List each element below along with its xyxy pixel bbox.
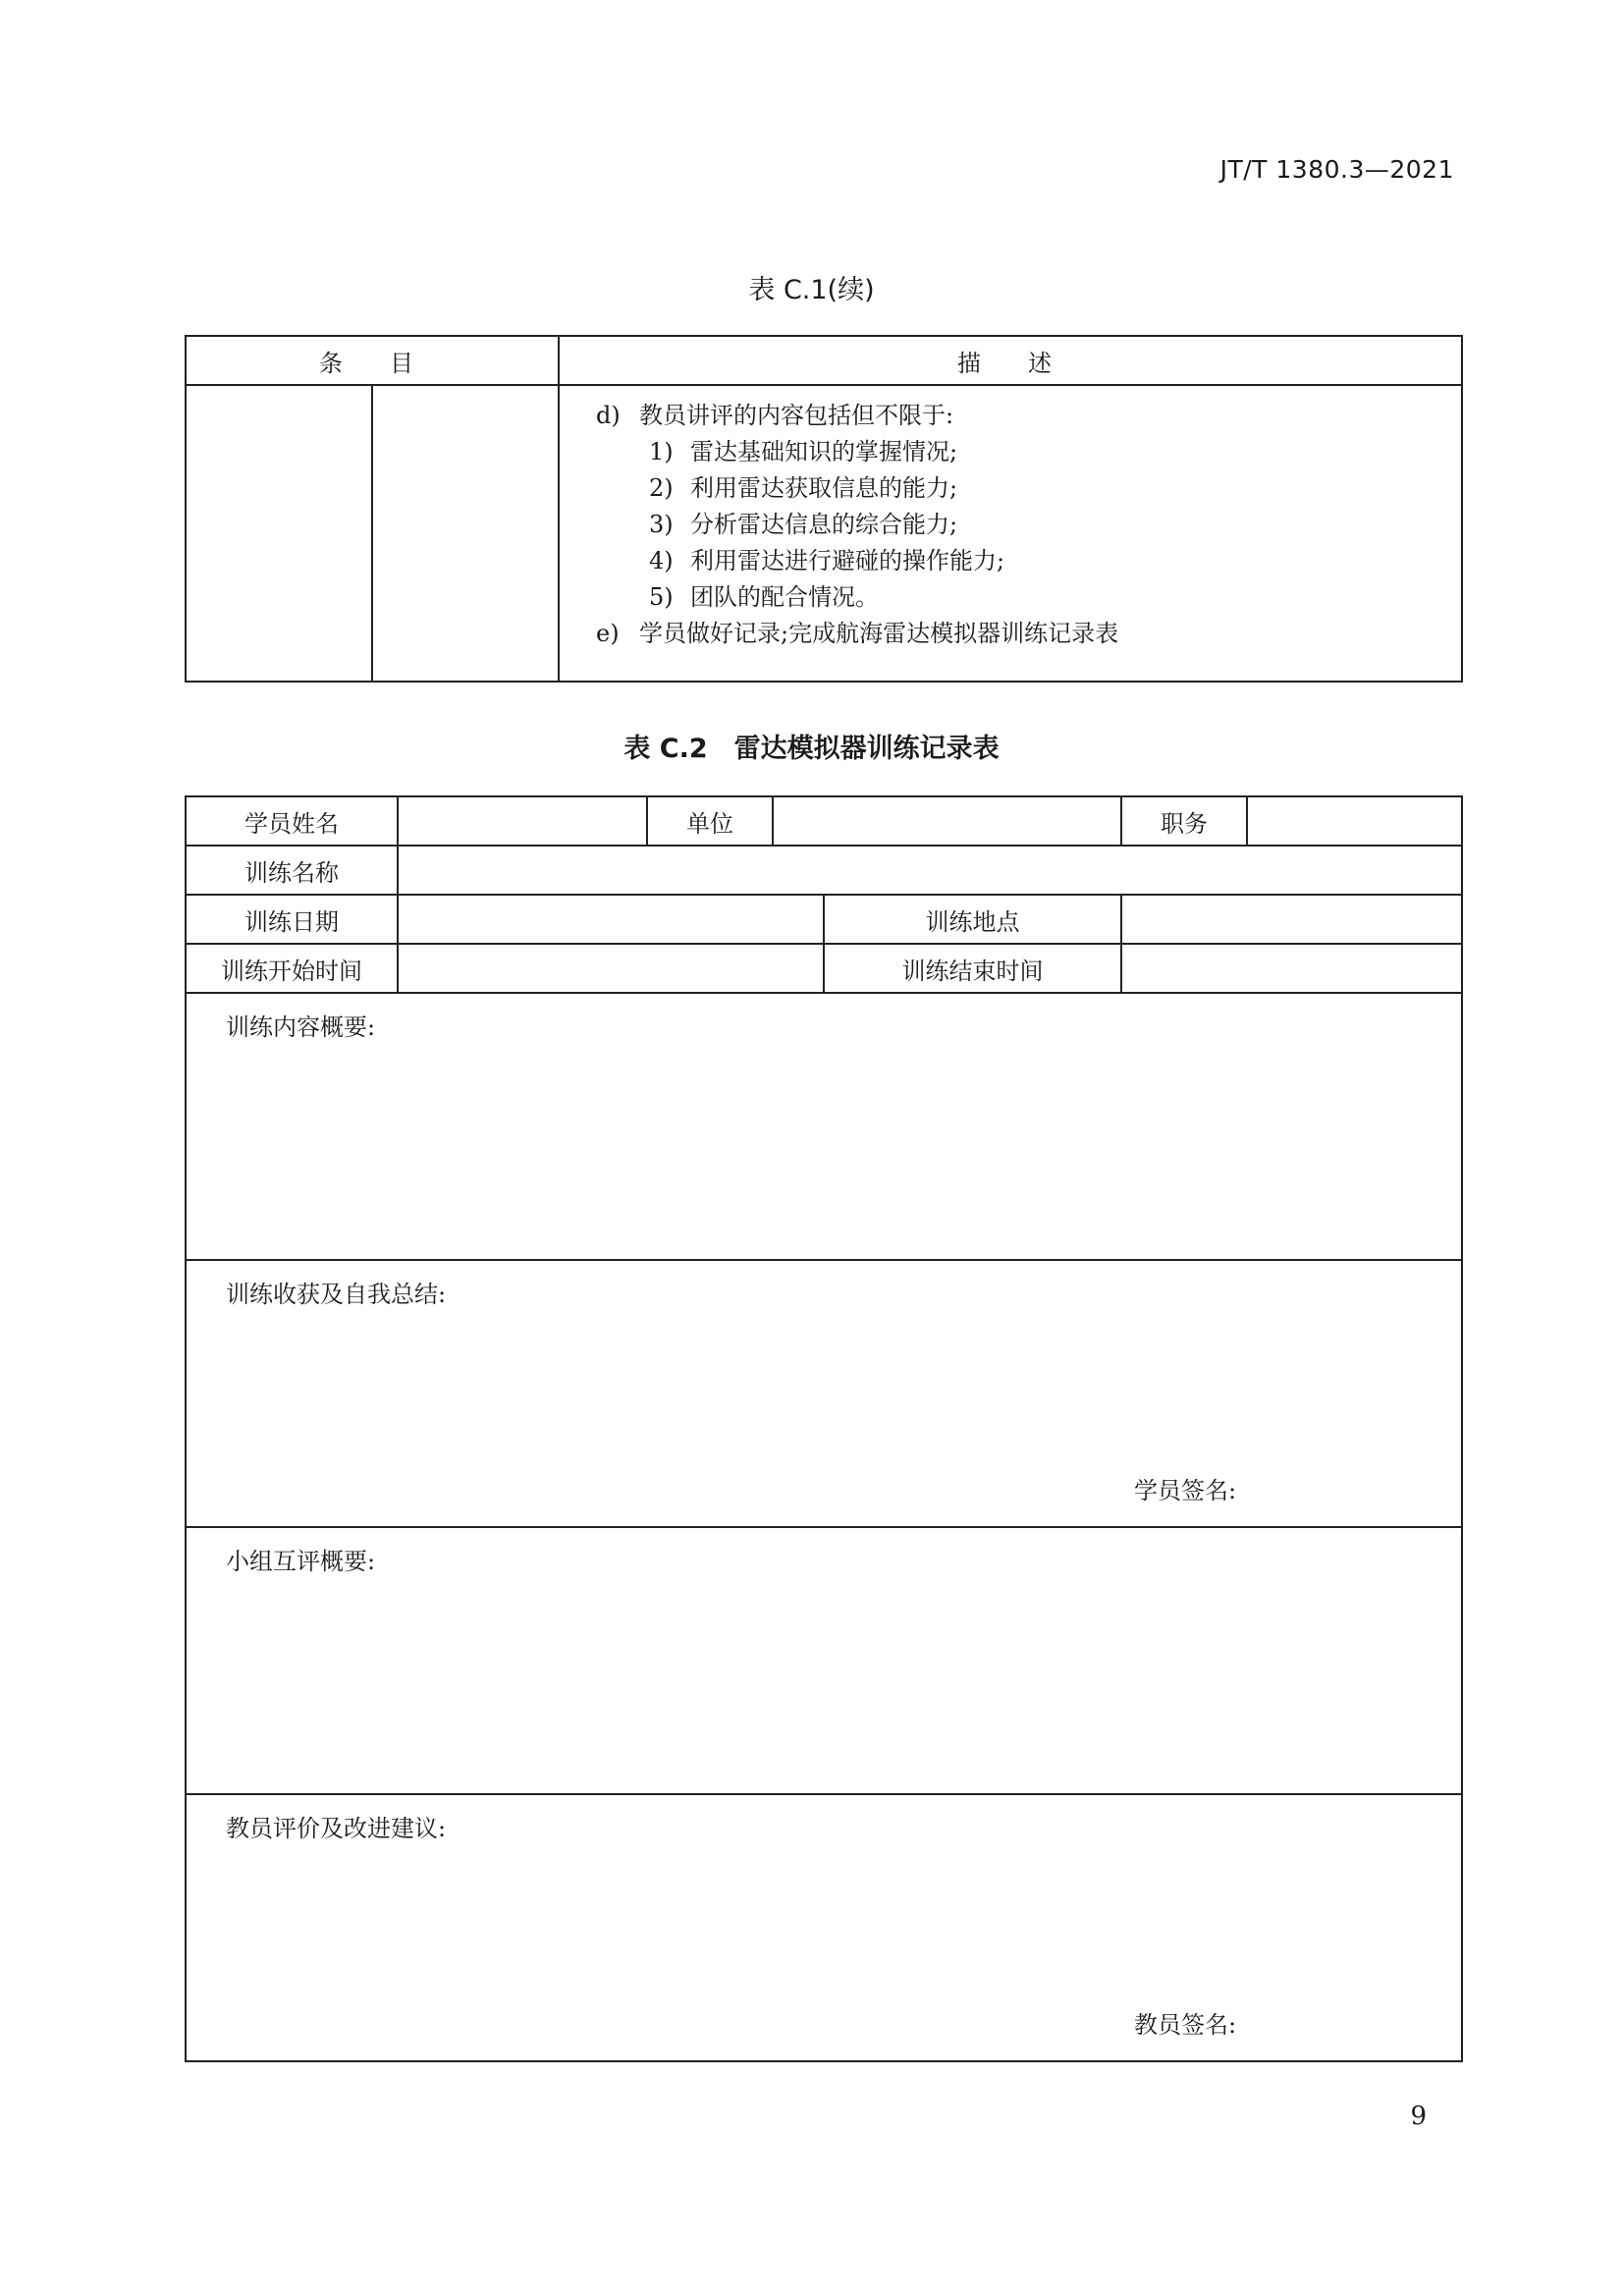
table-c1-header-row bbox=[186, 336, 1462, 385]
row-training-time bbox=[186, 944, 1462, 993]
label-unit: 单位 bbox=[647, 796, 773, 846]
list-text: 分析雷达信息的综合能力; bbox=[690, 511, 958, 538]
list-item bbox=[560, 616, 1461, 652]
table-c2 bbox=[185, 795, 1463, 2062]
description-cell bbox=[559, 385, 1462, 682]
label-position: 职务 bbox=[1121, 796, 1247, 846]
row-training-date bbox=[186, 895, 1462, 944]
row-self-summary bbox=[186, 1260, 1462, 1527]
student-name-field[interactable] bbox=[398, 796, 647, 846]
list-item bbox=[560, 507, 1461, 543]
page-number: 9 bbox=[1410, 2102, 1427, 2131]
list-item bbox=[560, 398, 1461, 434]
training-location-field[interactable] bbox=[1121, 895, 1462, 944]
label-content-summary: 训练内容概要: bbox=[226, 1013, 376, 1041]
start-time-field[interactable] bbox=[398, 944, 824, 993]
col-header-item: 条 目 bbox=[186, 336, 559, 385]
list-marker: d) bbox=[596, 402, 621, 429]
list-text: 学员做好记录;完成航海雷达模拟器训练记录表 bbox=[639, 620, 1119, 647]
instructor-eval-field[interactable] bbox=[186, 1794, 1462, 2061]
table-c1-title: 表 C.1(续) bbox=[748, 275, 875, 305]
label-self-summary: 训练收获及自我总结: bbox=[226, 1281, 447, 1308]
list-text: 教员讲评的内容包括但不限于: bbox=[639, 402, 954, 429]
label-training-date: 训练日期 bbox=[186, 895, 398, 944]
list-item bbox=[560, 543, 1461, 579]
unit-field[interactable] bbox=[773, 796, 1121, 846]
table-c1 bbox=[185, 335, 1463, 683]
list-marker: 1) bbox=[649, 438, 674, 465]
list-item bbox=[560, 470, 1461, 507]
label-end-time: 训练结束时间 bbox=[824, 944, 1121, 993]
item-cell-level2 bbox=[372, 385, 559, 682]
training-name-field[interactable] bbox=[398, 846, 1462, 895]
label-instructor-eval: 教员评价及改进建议: bbox=[226, 1815, 447, 1842]
group-review-field[interactable] bbox=[186, 1527, 1462, 1794]
list-item bbox=[560, 579, 1461, 616]
list-marker: 2) bbox=[649, 474, 674, 502]
list-marker: e) bbox=[596, 620, 620, 647]
label-student-name: 学员姓名 bbox=[186, 796, 398, 846]
row-group-review bbox=[186, 1527, 1462, 1794]
standard-code: JT/T 1380.3—2021 bbox=[1219, 155, 1454, 184]
list-marker: 5) bbox=[649, 583, 674, 611]
item-cell-level1 bbox=[186, 385, 372, 682]
list-text: 利用雷达进行避碰的操作能力; bbox=[690, 547, 1005, 574]
list-text: 利用雷达获取信息的能力; bbox=[690, 474, 958, 502]
label-instructor-signature: 教员签名: bbox=[1134, 2011, 1237, 2039]
table-c1-body-row bbox=[186, 385, 1462, 682]
position-field[interactable] bbox=[1247, 796, 1462, 846]
label-start-time: 训练开始时间 bbox=[186, 944, 398, 993]
label-training-name: 训练名称 bbox=[186, 846, 398, 895]
label-student-signature: 学员签名: bbox=[1134, 1477, 1237, 1504]
row-instructor-eval bbox=[186, 1794, 1462, 2061]
list-text: 雷达基础知识的掌握情况; bbox=[690, 438, 958, 465]
list-marker: 4) bbox=[649, 547, 674, 574]
row-student-info bbox=[186, 796, 1462, 846]
self-summary-field[interactable] bbox=[186, 1260, 1462, 1527]
label-group-review: 小组互评概要: bbox=[226, 1548, 376, 1575]
table-c2-title: 表 C.2 雷达模拟器训练记录表 bbox=[623, 734, 1000, 764]
training-date-field[interactable] bbox=[398, 895, 824, 944]
row-training-name bbox=[186, 846, 1462, 895]
list-marker: 3) bbox=[649, 511, 674, 538]
content-summary-field[interactable] bbox=[186, 993, 1462, 1260]
row-content-summary bbox=[186, 993, 1462, 1260]
col-header-description: 描 述 bbox=[559, 336, 1462, 385]
list-item bbox=[560, 434, 1461, 470]
end-time-field[interactable] bbox=[1121, 944, 1462, 993]
list-text: 团队的配合情况。 bbox=[690, 583, 879, 611]
label-training-location: 训练地点 bbox=[824, 895, 1121, 944]
